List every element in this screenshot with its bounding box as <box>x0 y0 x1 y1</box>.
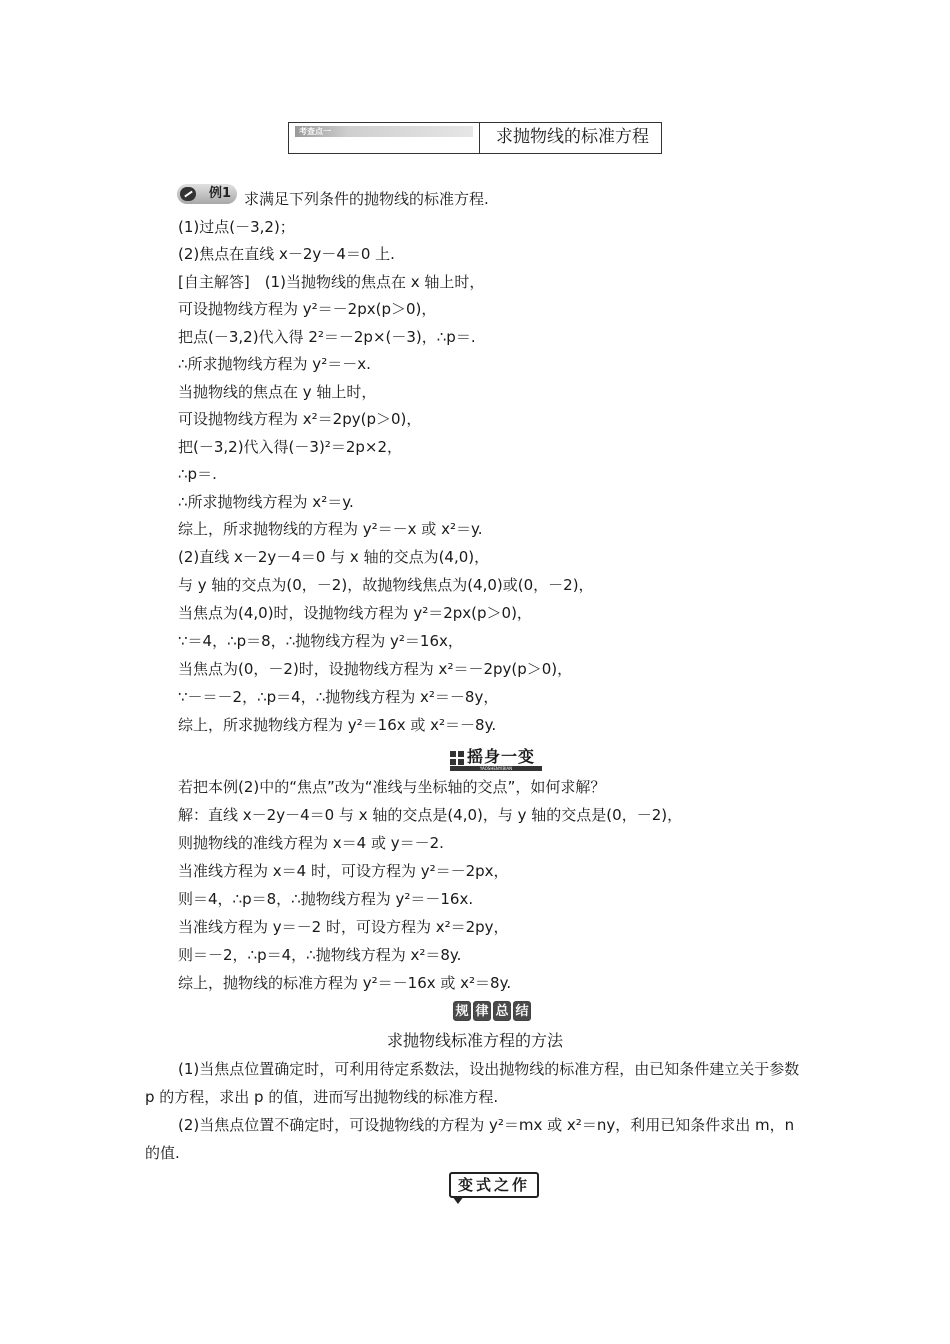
solution-line: ∴所求抛物线方程为 x²＝y. <box>178 493 354 511</box>
solution-line: ∵－＝－2，∴p＝4，∴抛物线方程为 x²＝－8y， <box>178 688 499 706</box>
solution-line: 当抛物线的焦点在 y 轴上时， <box>178 383 377 401</box>
solution-line: ∵＝4，∴p＝8，∴抛物线方程为 y²＝16x， <box>178 632 463 650</box>
section-tag: 考查点一 <box>295 126 473 137</box>
example-badge <box>177 184 237 204</box>
solution-line: ∴p＝. <box>178 465 217 483</box>
example-badge-label: 例1 <box>208 186 231 201</box>
variant-question: 若把本例(2)中的“焦点”改为“准线与坐标轴的交点”，如何求解？ <box>178 778 606 796</box>
rule-paragraph-1: (1)当焦点位置确定时，可利用待定系数法，设出抛物线的标准方程，由已知条件建立关于参数 p 的方程，求出 p 的值，进而写出抛物线的标准方程. <box>145 1060 800 1106</box>
variant-exercise-badge: 变式之作 <box>449 1172 539 1198</box>
grid-icon <box>450 751 464 765</box>
section-title: 求抛物线的标准方程 <box>496 127 649 147</box>
arrow-down-icon <box>452 1196 464 1204</box>
variant-badge-label: 摇身一变 <box>467 747 536 766</box>
variant-line: 则＝－2，∴p＝4，∴抛物线方程为 x²＝8y. <box>178 946 462 964</box>
solution-line: 当焦点为(4,0)时，设抛物线方程为 y²＝2px(p＞0)， <box>178 604 532 622</box>
variant-line: 当准线方程为 x＝4 时，可设方程为 y²＝－2px， <box>178 862 509 880</box>
variant-line: 则＝4，∴p＝8，∴抛物线方程为 y²＝－16x. <box>178 890 474 908</box>
rule-badge-char: 结 <box>513 1001 531 1021</box>
solution-line: 综上，所求抛物线的方程为 y²＝－x 或 x²＝y. <box>178 520 483 538</box>
rule-summary-badge <box>453 1001 531 1023</box>
solution-line: 可设抛物线方程为 x²＝2py(p＞0)， <box>178 410 422 428</box>
section-header-tag-cell <box>289 123 480 153</box>
variant-badge-sub: YAOSHENYIBIAN <box>450 766 542 771</box>
variant-line: 解：直线 x－2y－4＝0 与 x 轴的交点是(4,0)，与 y 轴的交点是(0，－2)， <box>178 806 683 824</box>
rule-paragraph-2: (2)当焦点位置不确定时，可设抛物线的方程为 y²＝mx 或 x²＝ny，利用已知条件求出 m，n 的值. <box>145 1116 795 1162</box>
section-header <box>288 122 662 154</box>
solution-line: [自主解答] (1)当抛物线的焦点在 x 轴上时， <box>178 273 485 291</box>
variant-line: 综上，抛物线的标准方程为 y²＝－16x 或 x²＝8y. <box>178 974 512 992</box>
rule-badge-char: 总 <box>493 1001 511 1021</box>
solution-line: 与 y 轴的交点为(0，－2)，故抛物线焦点为(4,0)或(0，－2)， <box>178 576 594 594</box>
example-condition-2: (2)焦点在直线 x－2y－4＝0 上. <box>178 245 395 263</box>
rule-title: 求抛物线标准方程的方法 <box>386 1031 563 1050</box>
solution-line: ∴所求抛物线方程为 y²＝－x. <box>178 355 371 373</box>
solution-line: (2)直线 x－2y－4＝0 与 x 轴的交点为(4,0)， <box>178 548 490 566</box>
solution-line: 把点(－3,2)代入得 2²＝－2p×(－3)，∴p＝. <box>178 328 476 346</box>
example-question: 求满足下列条件的抛物线的标准方程. <box>244 190 489 208</box>
example-condition-1: (1)过点(－3,2)； <box>178 218 295 236</box>
solution-line: 把(－3,2)代入得(－3)²＝2p×2， <box>178 438 402 456</box>
solution-line: 可设抛物线方程为 y²＝－2px(p＞0)， <box>178 300 437 318</box>
rule-badge-char: 规 <box>453 1001 471 1021</box>
solution-line: 综上，所求抛物线方程为 y²＝16x 或 x²＝－8y. <box>178 716 497 734</box>
rule-badge-char: 律 <box>473 1001 491 1021</box>
pencil-icon <box>180 187 196 201</box>
variant-line: 当准线方程为 y＝－2 时，可设方程为 x²＝2py， <box>178 918 509 936</box>
variant-badge <box>450 748 542 770</box>
solution-line: 当焦点为(0，－2)时，设抛物线方程为 x²＝－2py(p＞0)， <box>178 660 573 678</box>
variant-line: 则抛物线的准线方程为 x＝4 或 y＝－2. <box>178 834 444 852</box>
